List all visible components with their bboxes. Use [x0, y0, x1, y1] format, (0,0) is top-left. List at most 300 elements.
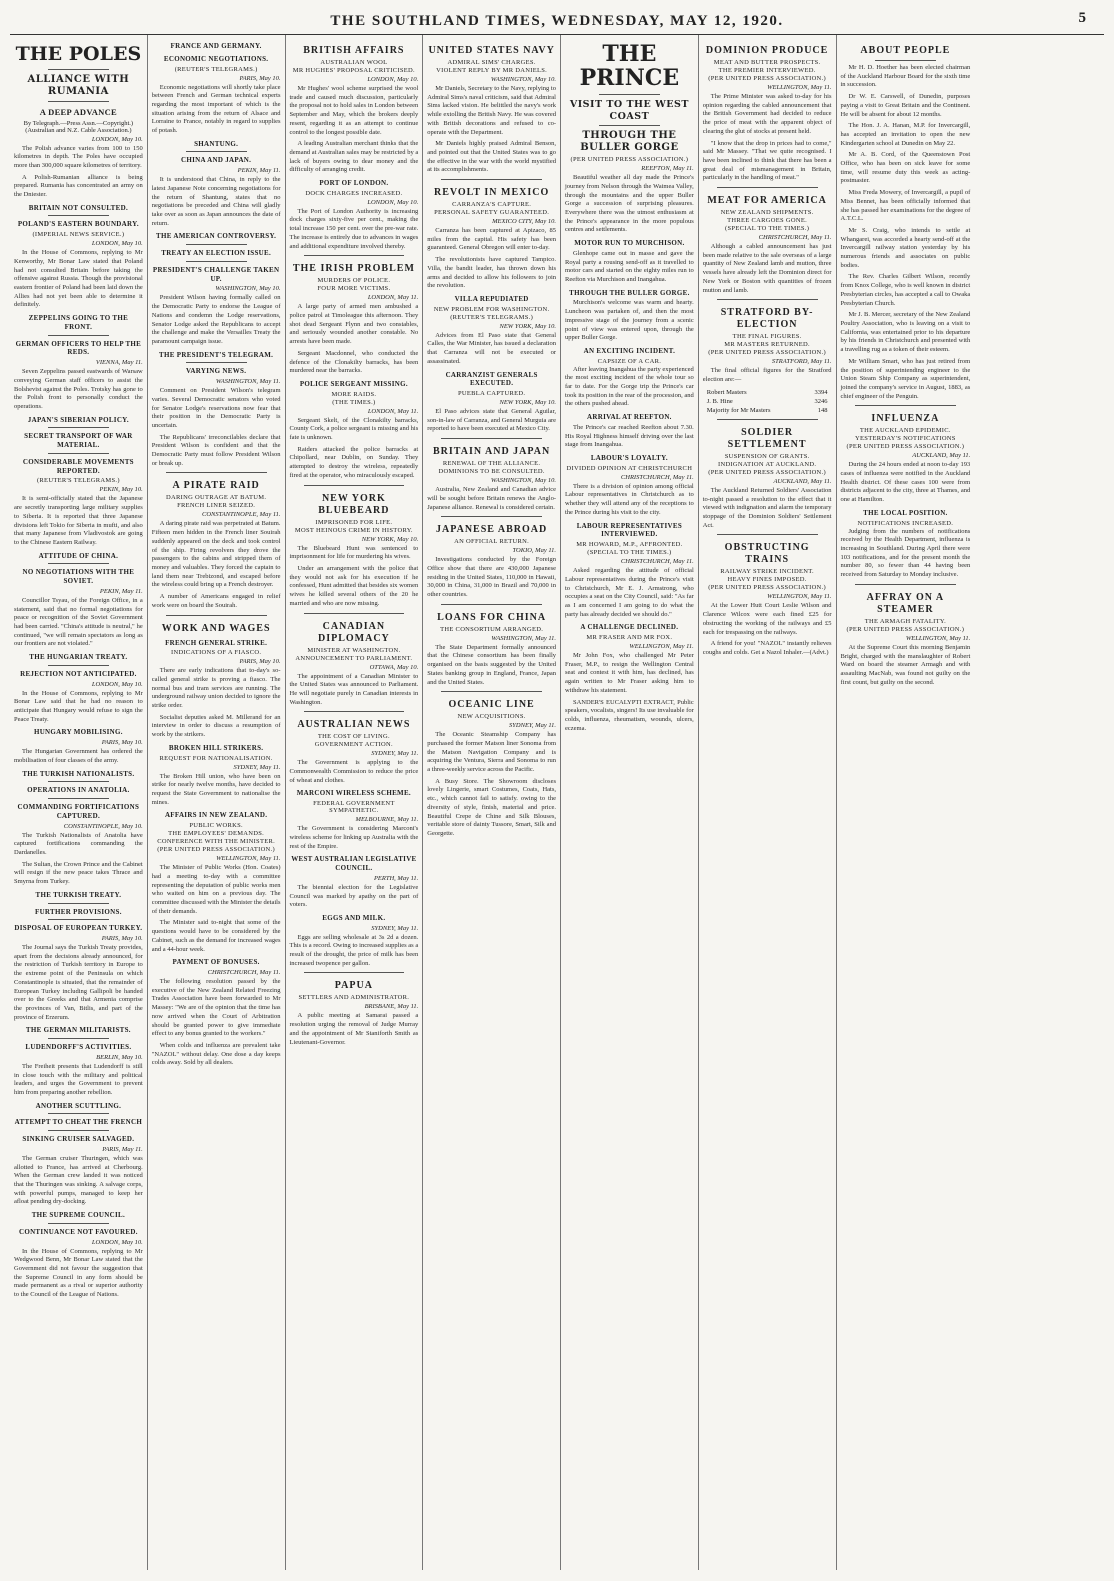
divider — [599, 94, 660, 95]
dateline: NEW YORK, May 10. — [499, 322, 556, 330]
article-paragraph: The Rev. Charles Gilbert Wilson, recently from Knox College, who is well known in district Presbyterian circles, has accepted a call to Owaka Presbyterian Church. — [840, 273, 971, 307]
subhead: RENEWAL OF THE ALLIANCE. — [442, 460, 541, 468]
subhead: PUBLIC WORKS. — [189, 822, 243, 830]
divider — [441, 691, 542, 692]
credit-line: (PER UNITED PRESS ASSOCIATION.) — [708, 584, 826, 592]
credit-line: (REUTER'S TELEGRAMS.) — [450, 313, 534, 321]
divider — [186, 244, 247, 245]
divider — [855, 405, 957, 406]
dateline: WELLINGTON, May 11. — [216, 855, 281, 863]
subhead: ANOTHER SCUTTLING. — [35, 1101, 122, 1110]
subhead: THE CONSORTIUM ARRANGED. — [440, 625, 544, 633]
credit-line: (PER UNITED PRESS ASSOCIATION.) — [846, 625, 965, 633]
dateline: PERTH, May 11. — [373, 874, 419, 882]
credit-line: (PER UNITED PRESS ASSOCIATION.) — [846, 443, 965, 451]
article-paragraph: The Prime Minister was asked to-day for his opinion regarding the cabled announcement that the British Government had decided to reduce the price of meat with the apparent object of clearing the glut of stocks at present held. — [702, 93, 832, 135]
article-paragraph: Comment on President Wilson's telegram varies. Several Democratic senators who voted for Senator Lodge's reservations now fear that their position in the Democratic Party is uncertain. — [151, 387, 281, 429]
headline-soldier-settlement: SOLDIER SETTLEMENT — [727, 426, 807, 450]
subhead: FRENCH LINER SEIZED. — [177, 502, 256, 510]
headline-influenza: INFLUENZA — [871, 413, 940, 425]
article-paragraph: Miss Freda Mowery, of Invercargill, a pupil of Miss Bennet, has been officially informed that she has passed her examinations for the degree of A.T.C.L. — [840, 189, 971, 223]
column-7 — [837, 35, 975, 1570]
headline-the-poles: THE POLES — [15, 43, 142, 65]
subhead: DOMINIONS TO BE CONSULTED. — [438, 468, 545, 476]
dateline: PARIS, May 10. — [101, 935, 143, 943]
subhead: POLAND'S EASTERN BOUNDARY. — [17, 220, 139, 229]
article-paragraph: El Paso advices state that General Aguilar, son-in-law of Carranza, and General Murguia are reported to have been executed at Mexico City. — [427, 408, 556, 433]
dateline: SYDNEY, May 11. — [371, 750, 419, 758]
subhead: MURDERS OF POLICE. — [317, 277, 391, 285]
headline-oceanic-line: OCEANIC LINE — [448, 699, 535, 711]
advert-paragraph: A Busy Store. The Showroom discloses lovely Lingerie, smart Costumes, Coats, Hats, etc., which cannot fail to satisfy. owing to the diversity of style, finish, material and price. Beautiful Crepe de Chine and Silk Blouses, veritable store of dainty Tussore, Smart, Silk and Georgette. — [427, 777, 556, 837]
subhead: INDICATIONS OF A FIASCO. — [170, 649, 262, 657]
divider — [717, 299, 818, 300]
article-paragraph: Mr J. B. Mercer, secretary of the New Zealand Poultry Association, who is leaving on a visit to California, was entertained prior to his departure by his friends in Christchurch and presented with a travelling rug as a token of their esteem. — [840, 311, 971, 354]
subhead: PAYMENT OF BONUSES. — [172, 958, 260, 967]
subhead: AUSTRALIAN WOOL — [320, 59, 388, 66]
subhead: MINISTER AT WASHINGTON. — [307, 646, 401, 654]
article-paragraph: The Minister said to-night that some of the questions would have to be considered by the Cabinet, such as the demand for increased wages and a 44-hour week. — [151, 919, 281, 953]
dateline: WELLINGTON, May 11. — [905, 634, 971, 642]
subhead-buller-gorge: THROUGH THE BULLER GORGE — [580, 130, 679, 154]
candidate-name: J. B. Hine — [706, 397, 733, 405]
divider — [48, 215, 109, 216]
article-paragraph: At the Supreme Court this morning Benjamin Bright, charged with the manslaughter of Robert Ward on board the steamer Armagh and with assaulting MacNab, was found not guilty on the first count, but guilty on the second. — [840, 643, 971, 686]
subhead: NEW ZEALAND SHIPMENTS. — [720, 209, 814, 217]
divider — [48, 665, 109, 666]
article-paragraph: The Government is applying to the Commonwealth Commission to reduce the price of wheat and clothes. — [289, 759, 419, 784]
subhead: CARRANZIST GENERALS EXECUTED. — [445, 370, 538, 388]
article-paragraph: Mr H. D. Hoether has been elected chairman of the Auckland Harbour Board for the sixth time in succession. — [840, 64, 971, 89]
subhead: MORE RAIDS. — [331, 390, 377, 398]
divider — [48, 1113, 109, 1114]
advert-paragraph: A friend for you! "NAZOL" instantly relieves coughs and colds. Get a Nazol Inhaler.—(Advt.) — [702, 640, 832, 656]
article-paragraph: The Port of London Authority is increasing dock charges sixty-five per cent., making the total increase 150 per cent. over the pre-war rate. The increase is entirely due to advances in wages and additional expenditure involved thereby. — [289, 207, 419, 250]
article-paragraph: In the House of Commons, replying to Mr Bonar Law said that he had no reason to anticipate that Hungary would refuse to sign the Peace Treaty. — [14, 689, 143, 723]
divider — [186, 362, 247, 363]
article-paragraph: The German cruiser Thuringen, which was allotted to France, has arrived at Cherbourg. When the German crew landed it was noticed that the Thuringen was sinking. A salvage corps, with powerful pumps, managed to keep her afloat pending dry-docking. — [14, 1154, 143, 1206]
article-paragraph: Australia, New Zealand and Canadian advice will be sought before Britain renews the Anglo-Japanese alliance. Renewal is considered certain. — [427, 486, 556, 511]
masthead — [10, 8, 1104, 35]
article-paragraph: A public meeting at Samarai passed a resolution urging the removal of Judge Murray and the appointment of Mr Staniforth Smith as Lieutenant-Governor. — [289, 1012, 419, 1046]
subhead: CONTINUANCE NOT FAVOURED. — [18, 1227, 138, 1236]
subhead: MR HUGHES' PROPOSAL CRITICISED. — [292, 67, 415, 74]
subhead: DISPOSAL OF EUROPEAN TURKEY. — [14, 924, 143, 933]
divider — [48, 1038, 109, 1039]
subhead: NOTIFICATIONS INCREASED. — [857, 519, 954, 527]
article-paragraph: A leading Australian merchant thinks that the demand at Australian sales may be restricted by a lack of buyers owing to dear money and the difficulty of arranging credit. — [289, 140, 419, 174]
headline-the-prince: THE PRINCE — [579, 41, 680, 92]
subhead: CARRANZA'S CAPTURE. — [452, 201, 532, 209]
headline-canadian-diplomacy: CANADIAN DIPLOMACY — [317, 620, 390, 644]
divider — [48, 1223, 109, 1224]
subhead: THREE CARGOES GONE. — [727, 217, 808, 225]
dateline: SYDNEY, May 11. — [371, 924, 419, 932]
subhead: THE FINAL FIGURES. — [732, 333, 802, 341]
article-paragraph: A Polish-Rumanian alliance is being prepared. Rumania has concentrated an army on the Dniester. — [14, 173, 143, 199]
subhead: THROUGH THE BULLER GORGE. — [569, 288, 690, 297]
subhead: NEW ACQUISITIONS. — [457, 713, 526, 721]
subhead-west-coast: VISIT TO THE WEST COAST — [569, 99, 689, 122]
subhead: MARCONI WIRELESS SCHEME. — [296, 789, 411, 798]
article-paragraph: Beautiful weather all day made the Prince's journey from Nelson through the Waimea Valley, through the mountains and the upper Buller Gorge a succession of surprising pleasures. Everywhere there was the utmost enthusiasm at the Prince's appearance in the more populous centres and settlements. — [565, 174, 694, 234]
article-paragraph: Mr John Fox, who challenged Mr Peter Fraser, M.P., to resign the Wellington Central seat and contest it with him, has declined, has again written to Mr Fraser asking him to withdraw his statement. — [565, 652, 694, 694]
article-paragraph: Eggs are selling wholesale at 3s 2d a dozen. This is a record. Owing to increased supplies as a result of the drought, the price of milk has been increased twopence per gallon. — [289, 933, 419, 967]
subhead: POLICE SERGEANT MISSING. — [299, 379, 408, 388]
article-paragraph: Investigations conducted by the Foreign Office show that there are 430,000 Japanese residing in the United States, 110,000 in Hawaii, 30,000 in China, 31,000 in Brazil and 70,000 in other countries. — [427, 556, 556, 599]
divider — [875, 60, 937, 61]
credit-line: (THE TIMES.) — [332, 398, 376, 406]
article-paragraph: The Sultan, the Crown Prince and the Cabinet will resign if the new peace takes Thrace and Smyrna from Turkey. — [14, 860, 143, 886]
dateline: NEW YORK, May 10. — [361, 535, 419, 543]
credit-line: (SPECIAL TO THE TIMES.) — [725, 225, 810, 233]
article-paragraph: Asked regarding the attitude of official Labour representatives during the Prince's visit to Christchurch, Mr E. J. Armstrong, who occupies a seat on the City Council, said: "As far as I am concerned I am going to do what the party has already decided we should do." — [565, 567, 694, 618]
article-paragraph: The Oceanic Steamship Company has purchased the former Matson liner Sonoma from the Matson Navigation Company and is acquiring the Ventura, Sierra and Sonoma to run a three-weekly service across the Pacific. — [427, 731, 556, 774]
article-paragraph: The Prince's car reached Reefton about 7.30. His Royal Highness himself driving over the last stage from Inangahua. — [565, 423, 694, 449]
dateline: LONDON, May 10. — [91, 135, 143, 143]
dateline: AUCKLAND, May 11. — [773, 477, 832, 485]
dateline: PARIS, May 10. — [239, 74, 281, 82]
masthead-title: THE SOUTHLAND TIMES, WEDNESDAY, MAY 12, 1920. — [330, 13, 784, 29]
divider — [186, 261, 247, 262]
headline-stratford-by-election: STRATFORD BY-ELECTION — [720, 307, 814, 331]
advert-paragraph: SANDER'S EUCALYPTI EXTRACT, Public speakers, vocalists, singers! Its use invaluable for colds, influenza, rheumatism, wounds, ulcers, eczema. — [565, 698, 694, 732]
dateline: STRATFORD, May 11. — [771, 358, 832, 366]
subhead: THE PRESIDENT'S TELEGRAM. — [159, 350, 274, 359]
subhead: MR FRASER AND MR FOX. — [586, 634, 673, 642]
subhead: ATTEMPT TO CHEAT THE FRENCH — [14, 1118, 143, 1127]
subhead: RAILWAY STRIKE INCIDENT. — [720, 568, 814, 576]
column-5 — [561, 35, 699, 1570]
divider — [304, 255, 405, 256]
column-4 — [423, 35, 561, 1570]
subhead: ANNOUNCEMENT TO PARLIAMENT. — [295, 654, 413, 662]
dateline: WASHINGTON, May 10. — [490, 477, 556, 485]
headline-loans-for-china: LOANS FOR CHINA — [437, 611, 547, 623]
article-paragraph: At the Lower Hutt Court Leslie Wilson and Clarence Wilcox were each fined £25 for obstructing the working of the railways and £5 each for trespassing on the railways. — [702, 602, 832, 636]
credit-line: (PER UNITED PRESS ASSOCIATION.) — [708, 349, 826, 357]
article-paragraph: The Turkish Nationalists of Anatolia have captured fortifications commanding the Dardanelles. — [14, 831, 143, 856]
dateline: PEKIN, May 10. — [99, 486, 143, 494]
subhead: THE TURKISH TREATY. — [35, 890, 122, 899]
article-paragraph: The Republicans' irreconcilables declare that President Wilson is confident and that the Democratic Party must follow President Wilson or break up. — [151, 433, 281, 467]
dateline: PARIS, May 10. — [239, 658, 281, 666]
dateline: SYDNEY, May 11. — [509, 722, 556, 730]
subhead: MOTOR RUN TO MURCHISON. — [574, 239, 685, 248]
divider — [441, 604, 542, 605]
subhead: THE EMPLOYEES' DEMANDS. — [168, 830, 265, 838]
headline-work-and-wages: WORK AND WAGES — [161, 622, 271, 634]
vote-count: 3394 — [814, 388, 828, 396]
subhead: PRESIDENT'S CHALLENGE TAKEN UP. — [152, 265, 280, 283]
divider — [48, 919, 109, 920]
headline-japanese-abroad: JAPANESE ABROAD — [436, 524, 548, 536]
dateline: OTTAWA, May 10. — [369, 663, 419, 671]
article-paragraph: Councillor Tsyau, of the Foreign Office, in a statement, said that no formal negotiations for peace or recognition of the Soviet Government had been carried. "China's attitude is neutral," he continued, "we will remain spectators as long as our frontiers are not violated." — [14, 596, 143, 648]
page-number: 5 — [1078, 10, 1086, 26]
subhead: THE AMERICAN CONTROVERSY. — [156, 232, 277, 241]
article-paragraph: The final official figures for the Stratford election are:— — [702, 367, 832, 383]
subhead: THE SUPREME COUNCIL. — [31, 1211, 126, 1220]
dateline: WASHINGTON, May 10. — [490, 76, 556, 83]
dateline: NEW YORK, May 10. — [499, 399, 556, 407]
article-paragraph: The following resolution passed by the executive of the New Zealand Related Freezing Trades Association have been forwarded to Mr Massey: "We are of the opinion that the time has now arrived when the Court of Arbitration should be granted power to give immediate effect to any bonus granted to the workers." — [151, 977, 281, 1038]
article-paragraph: President Wilson having formally called on the Democratic Party to endorse the League of Nations and condemn the Lodge reservations, Senator Lodge asked the Republicans to accept the challenge and make the Versailles Treaty the paramount campaign issue. — [151, 294, 281, 345]
subhead-deep-advance: A DEEP ADVANCE — [39, 106, 117, 117]
column-3 — [286, 35, 424, 1570]
subhead: THE LOCAL POSITION. — [863, 508, 948, 517]
subhead: MOST HEINOUS CRIME IN HISTORY. — [294, 526, 413, 534]
subhead: VILLA REPUDIATED — [454, 294, 529, 303]
divider — [166, 472, 267, 473]
subhead: LABOUR REPRESENTATIVES INTERVIEWED. — [576, 521, 683, 539]
article-paragraph: The biennial election for the Legislative Council was marked by apathy on the part of voters. — [289, 883, 419, 909]
article-paragraph: A number of Americans engaged in relief work were on board the Souirah. — [151, 593, 281, 609]
subhead: JAPAN'S SIBERIAN POLICY. — [27, 415, 129, 424]
dateline: LONDON, May 11. — [367, 407, 419, 415]
subhead: MR MASTERS RETURNED. — [724, 341, 810, 349]
article-paragraph: Mr Daniels, Secretary to the Navy, replying to Admiral Sims's naval criticism, said that Admiral Sims lacked vision. He belittled the navy's work while extolling the British Navy. He was covered with British decorations and refused to co-operate with the Department. — [427, 85, 556, 136]
divider — [304, 972, 405, 973]
subhead: THE ARMAGH FATALITY. — [864, 617, 946, 625]
article-paragraph: Mr Hughes' wool scheme surprised the wool trade and caused much discussion, particularly the proposal not to hold sales in London between September and May, which the brokers deeply resent, regarding it as an attempt to continue control to the longest possible date. — [289, 85, 419, 136]
article-paragraph: Carranza has been captured at Apizaco, 85 miles from the capital. His safety has been guaranteed. General Obregon will enter to-day. — [427, 227, 556, 252]
subhead: DARING OUTRAGE AT BATUM. — [166, 494, 267, 502]
dateline: LONDON, May 10. — [91, 1238, 143, 1246]
subhead: ADMIRAL SIMS' CHARGES. — [447, 59, 536, 66]
article-paragraph: Mr William Smart, who has just retired from the position of superintending engineer to the Union Steam Ship Company as superintendent, joined the company's service in August, 1883, as chief engineer of the Penguin. — [840, 357, 971, 400]
subhead: CONFERENCE WITH THE MINISTER. — [157, 838, 276, 846]
subhead: ATTITUDE OF CHINA. — [38, 551, 119, 560]
dateline: BRISBANE, May 11. — [364, 1003, 419, 1011]
article-paragraph: "I know that the drop in prices had to come," said Mr Massey. "That we quite recognised. I have been inclined to think that there has been a great deal of mismanagement in Britain, particularly in the handling of meat." — [702, 139, 832, 182]
headline-alliance: ALLIANCE WITH RUMANIA — [27, 73, 130, 97]
subhead: NO NEGOTIATIONS WITH THE SOVIET. — [22, 568, 135, 586]
headline-affray-on-a-steamer: AFFRAY ON A STEAMER — [866, 591, 945, 615]
subhead: MR HOWARD, M.P., AFFRONTED. — [576, 541, 683, 549]
dateline: LONDON, May 11. — [367, 294, 419, 302]
credit-line: (REUTER'S TELEGRAMS.) — [36, 477, 120, 485]
subhead: PERSONAL SAFETY GUARANTEED. — [434, 209, 550, 217]
result-row — [707, 406, 828, 415]
article-paragraph: Socialist deputies asked M. Millerand for an interview in order to discuss a resumption of work by the strikers. — [151, 713, 281, 739]
article-paragraph: After leaving Inangahua the party experienced the most exciting incident of the whole tour so far to date. For the Gorge trip the Prince's car took its position in the rear of the procession, and the others pushed ahead. — [565, 365, 694, 408]
divider — [717, 534, 818, 535]
article-paragraph: Economic negotiations will shortly take place between French and German technical experts regarding the most important of which is the situation arising from the return of Alsace and Lorraine to France, notably in regard to supplies of potash. — [151, 83, 281, 135]
credit-line: (PER UNITED PRESS ASSOCIATION.) — [570, 156, 689, 164]
divider — [441, 438, 542, 439]
dateline: LONDON, May 10. — [91, 680, 143, 688]
dateline: LONDON, May 10. — [91, 240, 143, 248]
dateline: WASHINGTON, May 10. — [215, 285, 281, 293]
subhead: THE HUNGARIAN TREATY. — [29, 653, 128, 662]
dateline: PEKIN, May 11. — [237, 167, 281, 175]
dateline: REEFTON, May 11. — [641, 165, 694, 173]
subhead: COMMANDING FORTIFICATIONS CAPTURED. — [17, 803, 140, 820]
divider — [304, 485, 405, 486]
headline-revolt-in-mexico: REVOLT IN MEXICO — [433, 187, 550, 199]
subhead: EGGS AND MILK. — [322, 913, 386, 922]
dateline: TOKIO, May 11. — [512, 547, 556, 555]
article-paragraph: The Bluebeard Hunt was sentenced to imprisonment for life for murdering his wives. — [289, 544, 419, 561]
article-paragraph: Advices from El Paso state that General Calles, the War Minister, has issued a declaration that Carranza will not be executed or assassinated. — [427, 331, 556, 365]
headline-new-york-bluebeard: NEW YORK BLUEBEARD — [318, 492, 390, 516]
divider — [304, 613, 405, 614]
article-paragraph: Mr Daniels highly praised Admiral Benson, and pointed out that the United States was to go the effective in the war with the world mystified at its accomplishments. — [427, 140, 556, 174]
credit-line: (PER UNITED PRESS ASSOCIATION.) — [157, 846, 275, 854]
subhead: MEAT AND BUTTER PROSPECTS. — [713, 59, 821, 66]
credit-line: (PER UNITED PRESS ASSOCIATION.) — [708, 468, 826, 476]
credit-line: (REUTER'S TELEGRAMS.) — [174, 65, 258, 73]
advert-paragraph: When colds and influenza are prevalent take "NAZOL" without delay. One dose a day keeps colds away. Sold by all dealers. — [151, 1041, 281, 1067]
subhead: CHINA AND JAPAN. — [181, 156, 252, 165]
subhead: A CHALLENGE DECLINED. — [580, 623, 679, 632]
headline-about-people: ABOUT PEOPLE — [860, 45, 951, 56]
subhead: AFFAIRS IN NEW ZEALAND. — [164, 811, 268, 820]
article-paragraph: The revolutionists have captured Tampico. Villa, the bandit leader, has thrown down his arms and decided to allow his followers to join the revolution. — [427, 256, 556, 290]
subhead: THE TURKISH NATIONALISTS. — [22, 769, 135, 778]
article-paragraph: In the House of Commons, replying to Mr Kenworthy, Mr Bonar Law stated that Poland had not consulted Britain before taking the offensive against Russia. Though the provisional eastern frontier of Poland had been laid down the Allies had not yet been able to determine it definitely. — [14, 249, 143, 309]
article-paragraph: Mr S. Craig, who intends to settle at Whangarei, was accorded a hearty send-off at the Invercargill railway station yesterday by his numerous friends and associates on public bodies. — [840, 226, 971, 269]
columns — [10, 35, 1104, 1570]
divider — [304, 711, 405, 712]
subhead: FRENCH GENERAL STRIKE. — [165, 638, 268, 647]
article-paragraph: In the House of Commons, replying to Mr Wedgwood Benn, Mr Bonar Law stated that the Government did not favour the suggestion that the Supreme Council in any form should be made permanent as a rival or superior authority to the Council of the League of Nations. — [14, 1247, 143, 1299]
divider — [441, 516, 542, 517]
article-paragraph: The Auckland Returned Soldiers' Association to-night passed a resolution to the effect that it viewed with indignation and alarm the temporary stoppage of the Dominion Soldiers' Settlement Act. — [702, 486, 832, 529]
subhead: THE PREMIER INTERVIEWED. — [718, 67, 816, 74]
subhead: INDIGNATION AT AUCKLAND. — [717, 460, 817, 468]
column-1 — [10, 35, 148, 1570]
article-paragraph: The Journal says the Turkish Treaty provides, apart from the decisions already announced, for the restriction of Turkish territory in Europe to the extreme point of the Peninsula on which Constantinople is situated, that the remainder of European Turkey including Gallipoli be handed over to the Greeks and that Armenia comprise the provinces of Van, Bitlis, and part of the province of Erzerum. — [14, 944, 143, 1021]
dateline: WASHINGTON, May 11. — [491, 634, 556, 642]
dateline: PARIS, May 10. — [101, 739, 143, 747]
subhead: TREATY AN ELECTION ISSUE. — [161, 249, 272, 258]
article-paragraph: Seven Zeppelins passed eastwards of Warsaw conveying German staff officers to assist the Bolshevist against the Poles. Trotsky has gone to the Polish front to personally conduct the operations. — [14, 368, 143, 410]
subhead: DOCK CHARGES INCREASED. — [305, 189, 403, 197]
dateline: WELLINGTON, May 11. — [629, 643, 694, 651]
subhead: HEAVY FINES IMPOSED. — [727, 576, 807, 584]
result-row — [707, 388, 828, 397]
dateline: CHRISTCHURCH, May 11. — [758, 234, 832, 242]
article-paragraph: Judging from the numbers of notifications received by the Health Department, influenza is increasing in Southland. During April there were 103 notifications, and for the present month the number 80, so fewer than 44 having been received from Saturday to Monday inclusive. — [840, 527, 971, 579]
dateline: PEKIN, May 11. — [99, 587, 143, 595]
subhead: FOUR MORE VICTIMS. — [317, 285, 391, 293]
dateline: WELLINGTON, May 11. — [767, 593, 832, 601]
article-paragraph: It is semi-officially stated that the Japanese are secretly transporting large military supplies to Siberia. It is reported that three Japanese divisions left Tokio for Siberia in mufti, and also that many Japanese from Vladivostok are going to the Chinese Eastern Railway. — [14, 495, 143, 546]
article-paragraph: During the 24 hours ended at noon to-day 193 cases of influenza were notified in the Auckland Health district. Of these cases 100 were from districts adjacent to the city, three at Thames, and one at Hamilton. — [840, 461, 971, 504]
subhead: WEST AUSTRALIAN LEGISLATIVE COUNCIL. — [291, 855, 417, 873]
subhead: NEW PROBLEM FOR WASHINGTON. — [433, 305, 550, 313]
subhead: PORT OF LONDON. — [319, 179, 389, 188]
column-6 — [699, 35, 837, 1570]
divider — [717, 187, 818, 188]
subhead: BRITAIN NOT CONSULTED. — [28, 203, 128, 212]
article-paragraph: Under an arrangement with the police that they would not ask for his execution if he confessed, Hunt admitted that besides six women wives he killed several others of the 20 he married and who are now missing. — [289, 565, 419, 607]
headline-meat-for-america: MEAT FOR AMERICA — [707, 195, 827, 207]
subhead: IMPRISONED FOR LIFE. — [315, 518, 393, 526]
article-paragraph: The Government is considering Marconi's wireless scheme for linking up Australia with the rest of the Empire. — [289, 825, 419, 850]
subhead: THE AUCKLAND EPIDEMIC. — [859, 427, 951, 435]
dateline: CHRISTCHURCH, May 11. — [620, 473, 694, 481]
credit-line: (IMPERIAL NEWS SERVICE.) — [32, 231, 125, 239]
vote-count: 148 — [817, 406, 828, 414]
result-row — [707, 397, 828, 406]
article-paragraph: Murchison's welcome was warm and hearty. Luncheon was partaken of, and then the most impressive stage of the journey from a scenic point of view was entered upon, through the upper Buller Gorge. — [565, 299, 694, 342]
dateline: VIENNA, May 11. — [95, 359, 143, 367]
divider — [48, 781, 109, 782]
subhead: SUSPENSION OF GRANTS. — [724, 452, 810, 460]
subhead: FURTHER PROVISIONS. — [35, 907, 122, 916]
headline-australian-news: AUSTRALIAN NEWS — [297, 719, 411, 731]
subhead: FEDERAL GOVERNMENT SYMPATHETIC. — [313, 800, 395, 815]
divider — [48, 903, 109, 904]
subhead: LABOUR'S LOYALTY. — [590, 454, 668, 463]
dateline: LONDON, May 10. — [367, 76, 419, 83]
subhead: SINKING CRUISER SALVAGED. — [22, 1135, 135, 1144]
subhead: AN EXCITING INCIDENT. — [583, 346, 676, 355]
subhead: YESTERDAY'S NOTIFICATIONS — [855, 435, 956, 443]
headline-pirate-raid: A PIRATE RAID — [172, 480, 260, 492]
article-paragraph: There are early indications that to-day's so-called general strike is proving a fiasco. The normal bus and tram services are running. The underground railway union decided to ignore the strike order. — [151, 667, 281, 710]
dateline: MEXICO CITY, May 10. — [492, 218, 556, 226]
subhead: AN OFFICIAL RETURN. — [454, 538, 530, 546]
subhead: CAPSIZE OF A CAR. — [597, 357, 662, 365]
article-paragraph: The Hungarian Government has ordered the mobilisation of four classes of the army. — [14, 748, 143, 764]
subhead: THE COST OF LIVING. — [317, 733, 390, 741]
dateline: CONSTANTINOPLE, May 11. — [202, 511, 281, 519]
subhead: OPERATIONS IN ANATOLIA. — [27, 786, 130, 795]
article-paragraph: The State Department formally announced that the Chinese consortium has been finally organised on the basis suggested by the United States banking group in England, France, Japan and the United States. — [427, 643, 556, 686]
vote-count: 3246 — [814, 397, 828, 405]
subhead: BROKEN HILL STRIKERS. — [168, 743, 264, 752]
dateline: SYDNEY, May 11. — [233, 763, 281, 771]
headline-britain-and-japan: BRITAIN AND JAPAN — [433, 446, 551, 458]
subhead: SETTLERS AND ADMINISTRATOR. — [298, 994, 410, 1002]
credit-line: By Telegraph.—Press Assn.—Copyright.) (Australian and N.Z. Cable Association.) — [23, 119, 134, 134]
dateline: CONSTANTINOPLE, May 10. — [63, 822, 143, 830]
divider — [48, 69, 109, 70]
subhead: GOVERNMENT ACTION. — [314, 741, 393, 749]
dateline: AUCKLAND, May 11. — [912, 452, 971, 460]
article-paragraph: The appointment of a Canadian Minister to the United States was announced to Parliament. He will negotiate purely in Canadian interests in Washington. — [289, 672, 419, 706]
dateline: CHRISTCHURCH, May 11. — [620, 558, 694, 566]
divider — [48, 453, 109, 454]
divider — [717, 419, 818, 420]
article-paragraph: A large party of armed men ambushed a police patrol at Timoleague this afternoon. They shot dead Sergeant Flynn and two constables, and seriously wounded another constable. No arrests have been made. — [289, 303, 419, 346]
column-2 — [148, 35, 286, 1570]
subhead: ECONOMIC NEGOTIATIONS. — [163, 54, 269, 63]
divider — [48, 335, 109, 336]
dateline: WASHINGTON, May 11. — [215, 378, 281, 386]
divider — [48, 798, 109, 799]
subhead: ZEPPELINS GOING TO THE FRONT. — [28, 314, 129, 331]
headline-british-affairs: BRITISH AFFAIRS — [303, 45, 405, 56]
article-paragraph: The Hon. J. A. Hanan, M.P. for Invercargill, has accepted an invitation to open the new Kindergarten school at Dunedin on May 22. — [840, 122, 971, 147]
subhead: GERMAN OFFICERS TO HELP THE REDS. — [15, 339, 142, 357]
dateline: BERLIN, May 10. — [96, 1053, 143, 1061]
subhead: VIOLENT REPLY BY MR DANIELS. — [436, 67, 548, 74]
subhead: CONSIDERABLE MOVEMENTS REPORTED. — [22, 457, 134, 475]
candidate-name: Robert Masters — [706, 388, 747, 396]
article-paragraph: A daring pirate raid was perpetrated at Batum. Fifteen men hidden in the French liner Souirah suddenly appeared on the deck and took control of the ship. Firing revolvers they drove the passengers to the cabins and stripped them of money and valuables. They forced the captain to land them near Trebizond, and escaped before the wireless could bring up a French destroyer. — [151, 520, 281, 589]
credit-line: (PER UNITED PRESS ASSOCIATION.) — [708, 75, 826, 82]
article-paragraph: Although a cabled announcement has just been made relative to the sale overseas of a large quantity of New Zealand lamb and mutton, three vessels have already left the Dominion direct for New York or Boston with quantities of frozen mutton and lamb. — [702, 243, 832, 294]
article-paragraph: Sergeant Macdonnel, who conducted the defence of the Clonakilty barracks, has been murdered near the barracks. — [289, 349, 419, 375]
headline-dominion-produce: DOMINION PRODUCE — [705, 45, 829, 56]
divider — [855, 584, 957, 585]
headline-obstructing-trains: OBSTRUCTING TRAINS — [724, 542, 810, 566]
